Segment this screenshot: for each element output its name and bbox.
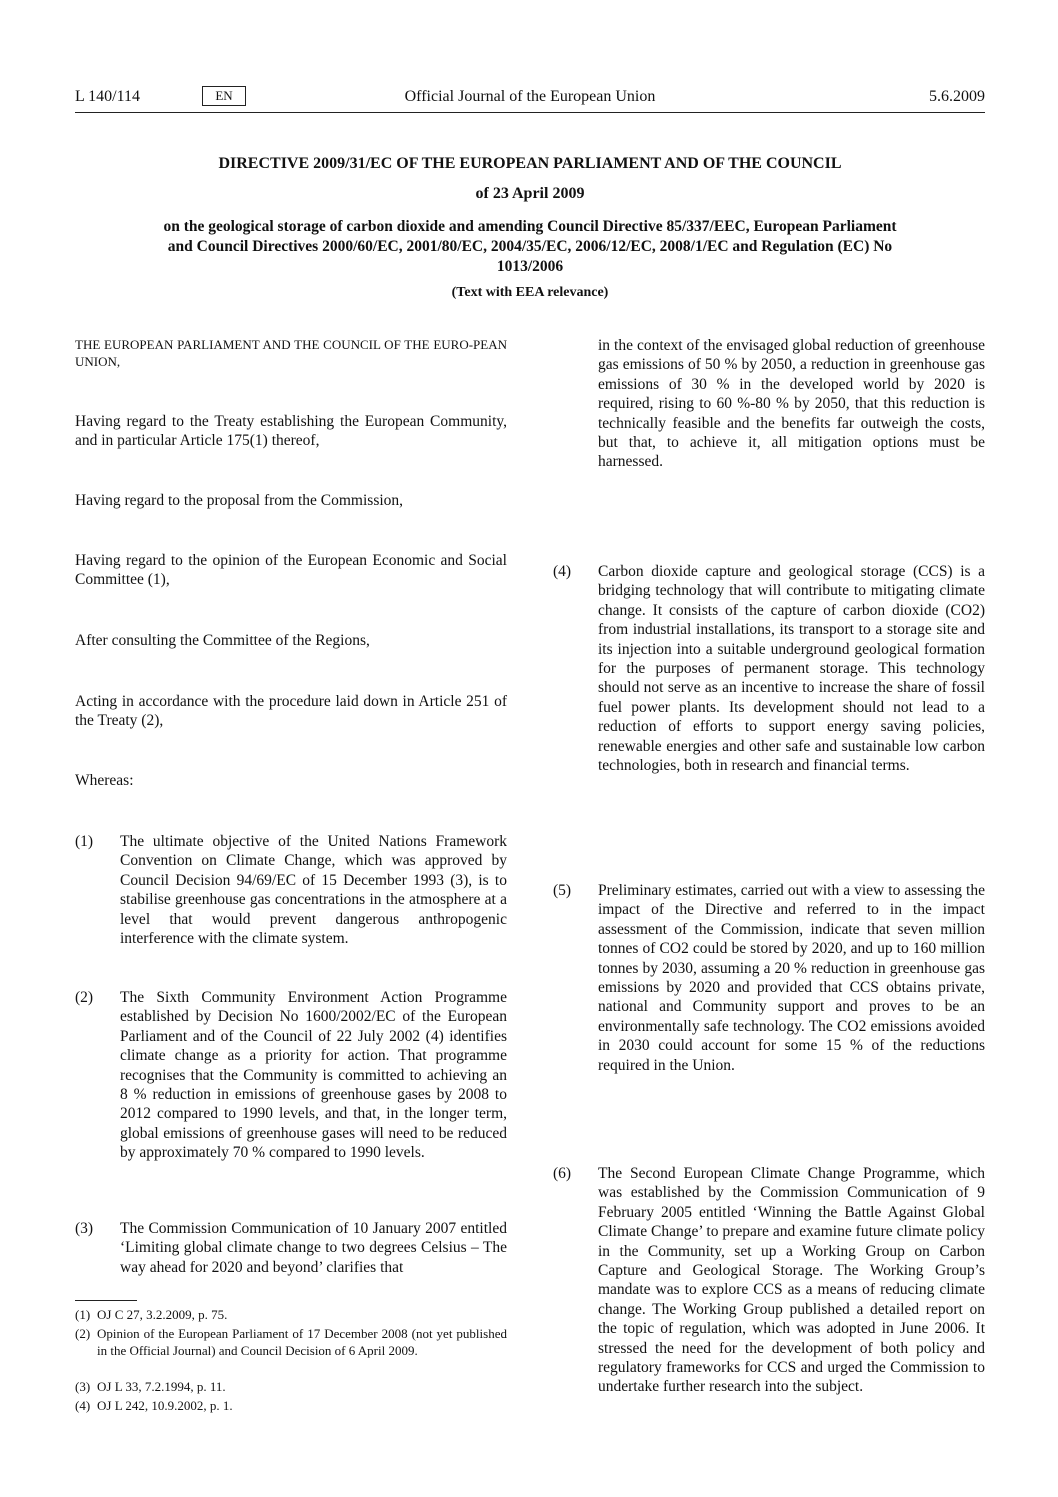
footnote-3 xyxy=(75,1378,507,1395)
preamble-opinion: Having regard to the opinion of the European Economic and Social Committee (1), xyxy=(75,552,507,589)
footnote-2 xyxy=(75,1325,507,1359)
footnote-1 xyxy=(75,1306,507,1323)
footnote-number: (2) xyxy=(75,1326,91,1341)
page-reference: L 140/114 xyxy=(75,88,141,105)
footnote-text: OJ C 27, 3.2.2009, p. 75. xyxy=(97,1307,228,1322)
recital-number: (3) xyxy=(75,1220,94,1237)
recital-1 xyxy=(75,832,507,948)
recital-number: (4) xyxy=(553,563,572,580)
directive-subject: on the geological storage of carbon dioxide and amending Council Directive 85/337/EEC, European Parliament and Council Directives 2000/60/EC, 2001/80/EC, 2004/35/EC, 2006/12/EC, 2008/1/EC and Regulation (EC) No 1013/2006 xyxy=(163,218,897,275)
preamble-regions: After consulting the Committee of the Regions, xyxy=(75,632,370,649)
preamble-procedure: Acting in accordance with the procedure laid down in Article 251 of the Treaty (2), xyxy=(75,693,507,730)
preamble-parties: THE EUROPEAN PARLIAMENT AND THE COUNCIL OF THE EURO-PEAN UNION, xyxy=(75,337,507,369)
recital-text: The Second European Climate Change Programme, which was established by the Commission Communication of 9 February 2005 entitled ‘Winning the Battle Against Global Climate Change’ to prepare and examine future climate policy in the Community, set up a Working Group on Carbon Capture and Geological Storage. The Working Group’s mandate was to explore CCS as a means of reducing climate change. The Working Group published a detailed report on the topic of regulation, which was adopted in June 2006. It stressed the need for the development of both policy and regulatory frameworks for CCS and urged the Commission to undertake further research into the subject. xyxy=(598,1165,985,1396)
footnote-4 xyxy=(75,1397,507,1414)
recital-5 xyxy=(553,881,985,1075)
recital-text: Carbon dioxide capture and geological storage (CCS) is a bridging technology that will contribute to mitigating climate change. It consists of the capture of carbon dioxide (CO2) from industrial installations, its transport to a storage site and its injection into a suitable underground geological formation for the purposes of permanent storage. This technology should not serve as an incentive to increase the share of fossil fuel power plants. Its development should not lead to a reduction of efforts to support energy saving policies, renewable energies and other safe and sustainable low carbon technologies, both in research and financial terms. xyxy=(598,563,985,775)
preamble-treaty: Having regard to the Treaty establishing the European Community, and in particular Article 175(1) thereof, xyxy=(75,413,507,450)
recital-6 xyxy=(553,1164,985,1397)
preamble-whereas: Whereas: xyxy=(75,772,134,789)
footnote-text: Opinion of the European Parliament of 17 December 2008 (not yet published in the Official Journal) and Council Decision of 6 April 2009. xyxy=(97,1326,507,1358)
recital-text: The ultimate objective of the United Nations Framework Convention on Climate Change, which was approved by Council Decision 94/69/EC of 15 December 1993 (3), is to stabilise greenhouse gas concentrations in the atmosphere at a level that would prevent dangerous anthropogenic interference with the climate system. xyxy=(120,833,507,948)
directive-date: of 23 April 2009 xyxy=(475,185,585,202)
eea-relevance: (Text with EEA relevance) xyxy=(451,285,609,300)
recital-text: The Commission Communication of 10 January 2007 entitled ‘Limiting global climate change to two degrees Celsius – The way ahead for 2020 and beyond’ clarifies that xyxy=(120,1220,507,1276)
footnote-number: (3) xyxy=(75,1379,91,1394)
footnote-divider xyxy=(75,1300,137,1301)
journal-title: Official Journal of the European Union xyxy=(404,88,656,105)
recital-3-continued xyxy=(553,336,985,472)
footnote-number: (1) xyxy=(75,1307,91,1322)
preamble-proposal: Having regard to the proposal from the Commission, xyxy=(75,492,404,509)
recital-2 xyxy=(75,988,507,1163)
recital-3 xyxy=(75,1219,507,1277)
recital-number: (1) xyxy=(75,833,94,850)
recital-text: in the context of the envisaged global reduction of greenhouse gas emissions of 50 % by 2050, a reduction in greenhouse gas emissions of 30 % in the developed world by 2020 is required, rising to 60 %-80 % by 2050, that this reduction is technically feasible and the benefits far outweigh the costs, but that, to achieve it, all mitigation options must be harnessed. xyxy=(598,337,985,471)
footnote-text: OJ L 242, 10.9.2002, p. 1. xyxy=(97,1398,233,1413)
recital-number: (6) xyxy=(553,1165,572,1182)
language-badge: EN xyxy=(202,86,246,106)
recital-number: (5) xyxy=(553,882,572,899)
recital-text: The Sixth Community Environment Action Programme established by Decision No 1600/2002/EC of the European Parliament and of the Council of 22 July 2002 (4) identifies climate change as a priority for action. That programme recognises that the Community is committed to achieving an 8 % reduction in emissions of greenhouse gases by 2008 to 2012 compared to 1990 levels, and that, in the longer term, global emissions of greenhouse gases will need to be reduced by approximately 70 % compared to 1990 levels. xyxy=(120,989,507,1162)
recital-number: (2) xyxy=(75,989,94,1006)
recital-text: Preliminary estimates, carried out with a view to assessing the impact of the Directive and referred to in the impact assessment of the Commission, indicate that seven million tonnes of CO2 could be stored by 2020, and up to 160 million tonnes by 2030, assuming a 20 % reduction in greenhouse gas emissions by 2020 and provided that CCS obtains private, national and Community support and proves to be an environmentally safe technology. The CO2 emissions avoided in 2030 could account for some 15 % of the reductions required in the Union. xyxy=(598,882,985,1074)
recital-4 xyxy=(553,562,985,775)
journal-header xyxy=(75,86,985,113)
publication-date: 5.6.2009 xyxy=(929,88,985,105)
footnote-text: OJ L 33, 7.2.1994, p. 11. xyxy=(97,1379,226,1394)
directive-title: DIRECTIVE 2009/31/EC OF THE EUROPEAN PARLIAMENT AND OF THE COUNCIL xyxy=(218,155,842,172)
footnote-number: (4) xyxy=(75,1398,91,1413)
